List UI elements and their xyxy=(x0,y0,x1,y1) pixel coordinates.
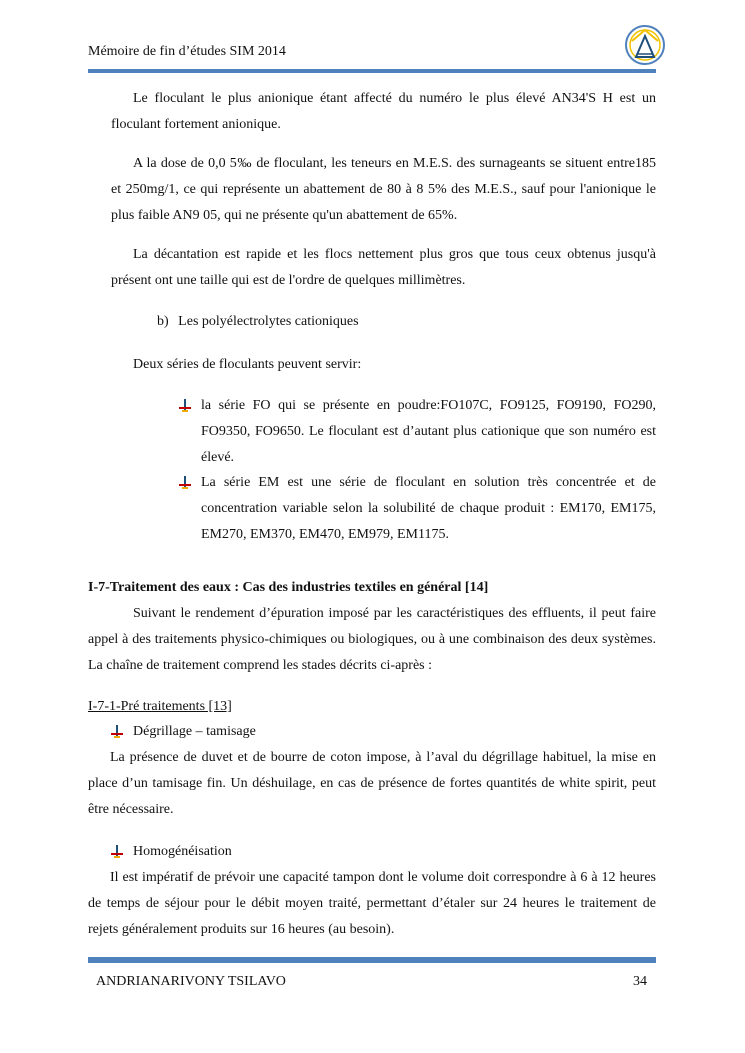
section-heading: I-7-Traitement des eaux : Cas des industries textiles en général [14] xyxy=(88,580,489,595)
list-marker: b) xyxy=(157,314,169,329)
paragraph-4: Deux séries de floculants peuvent servir: xyxy=(133,357,362,372)
paragraph-3: La décantation est rapide et les flocs nettement plus gros que tous ceux obtenus jusqu'à présent ont une taille qui est de l'ordre de quelques millimètres. xyxy=(111,247,656,288)
arrow-bullet-icon xyxy=(178,399,192,413)
arrow-bullet-icon xyxy=(110,725,124,739)
bullet-item-fo: la série FO qui se présente en poudre:FO107C, FO9125, FO9190, FO290, FO9350, FO9650. Le floculant est d’autant plus cationique que son numéro est élevé. xyxy=(201,398,656,465)
item-degrillage: Dégrillage – tamisage xyxy=(133,724,256,739)
item-homogeneisation: Homogénéisation xyxy=(133,844,232,859)
paragraph-7: Il est impératif de prévoir une capacité tampon dont le volume doit correspondre à 6 à 12 heures de temps de séjour pour le débit moyen traité, permettant d’étaler sur 24 heures le traitement de rejets généralement produits sur 16 heures (au besoin). xyxy=(88,870,656,937)
list-item-b xyxy=(157,314,359,330)
footer-rule xyxy=(88,957,656,963)
paragraph-2: A la dose de 0,0 5‰ de floculant, les teneurs en M.E.S. des surnageants se situent entre185 et 250mg/1, ce qui représente un abattement de 80 à 8 5% des M.E.S., sauf pour l'anionique le plus faible AN9 05, qui ne présente qu'un abattement de 65%. xyxy=(111,156,656,223)
bullet-item-em: La série EM est une série de floculant en solution très concentrée et de concentration variable selon la solubilité de chaque produit : EM170, EM175, EM270, EM370, EM470, EM979, EM1175. xyxy=(201,475,656,542)
arrow-bullet-icon xyxy=(178,476,192,490)
paragraph-6: La présence de duvet et de bourre de coton impose, à l’aval du dégrillage habituel, la mise en place d’un tamisage fin. Un déshuilage, en cas de présence de fortes quantités de white spirit, peut être nécessaire. xyxy=(88,750,656,817)
subsection-heading: I-7-1-Pré traitements [13] xyxy=(88,699,232,714)
arrow-bullet-icon xyxy=(110,845,124,859)
paragraph-1: Le floculant le plus anionique étant affecté du numéro le plus élevé AN34'S H est un floculant fortement anionique. xyxy=(111,91,656,132)
page-number: 34 xyxy=(633,974,647,989)
header-rule xyxy=(88,69,656,73)
header-title: Mémoire de fin d’études SIM 2014 xyxy=(88,44,286,59)
list-item-b-label: Les polyélectrolytes cationiques xyxy=(178,314,359,329)
paragraph-5: Suivant le rendement d’épuration imposé par les caractéristiques des effluents, il peut faire appel à des traitements physico-chimiques ou biologiques, ou à une combinaison des deux systèmes. La chaîne de traitement comprend les stades décrits ci-après : xyxy=(88,606,656,673)
footer-author: ANDRIANARIVONY TSILAVO xyxy=(96,974,286,989)
university-logo-icon xyxy=(624,24,666,66)
